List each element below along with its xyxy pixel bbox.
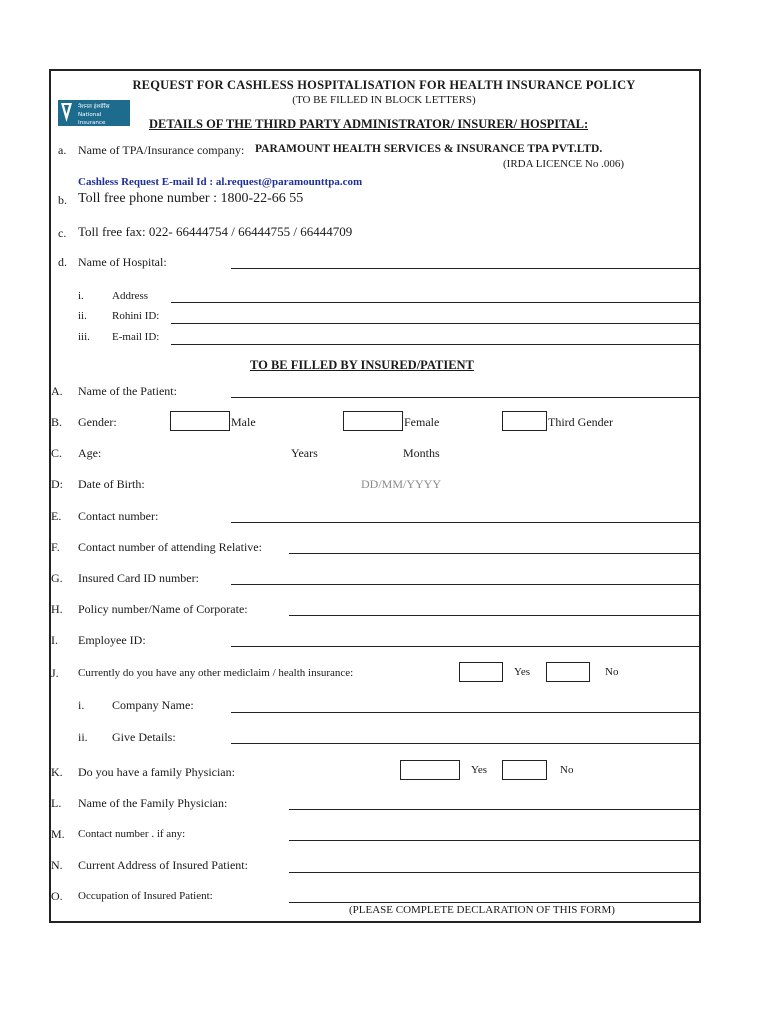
company-name-field[interactable] xyxy=(231,712,699,713)
contact-number-field[interactable] xyxy=(231,522,699,523)
form-subtitle: (TO BE FILLED IN BLOCK LETTERS) xyxy=(292,94,476,106)
gender-label: Gender: xyxy=(78,415,117,429)
rohini-marker: ii. xyxy=(78,310,87,322)
physician-name-label: Name of the Family Physician: xyxy=(78,796,228,810)
item-E-marker: E. xyxy=(51,509,62,523)
relative-contact-label: Contact number of attending Relative: xyxy=(78,540,262,554)
age-years-label: Years xyxy=(291,446,318,460)
item-L-marker: L. xyxy=(51,796,62,810)
item-F-marker: F. xyxy=(51,540,60,554)
gender-female-checkbox[interactable] xyxy=(343,411,403,431)
section-tpa-heading: DETAILS OF THE THIRD PARTY ADMINISTRATOR/ INSURER/ HOSPITAL: xyxy=(149,117,589,131)
physician-name-field[interactable] xyxy=(289,809,699,810)
hospital-email-label: E-mail ID: xyxy=(112,331,160,343)
other-insurance-no-checkbox[interactable] xyxy=(546,662,590,682)
gender-male-label: Male xyxy=(231,415,256,429)
address-field[interactable] xyxy=(171,302,699,303)
item-a-marker: a. xyxy=(58,143,67,157)
dob-field[interactable]: DD/MM/YYYY xyxy=(361,477,442,491)
insured-card-label: Insured Card ID number: xyxy=(78,571,199,585)
item-C-marker: C. xyxy=(51,446,63,460)
item-M-marker: M. xyxy=(51,827,65,841)
item-c-marker: c. xyxy=(58,226,67,240)
item-b-marker: b. xyxy=(58,193,67,207)
other-insurance-no-label: No xyxy=(605,666,619,678)
patient-name-field[interactable] xyxy=(231,397,699,398)
age-months-label: Months xyxy=(403,446,440,460)
contact-number-label: Contact number: xyxy=(78,509,159,523)
cashless-email[interactable]: Cashless Request E-mail Id : al.request@paramounttpa.com xyxy=(78,176,363,188)
form-title: REQUEST FOR CASHLESS HOSPITALISATION FOR HEALTH INSURANCE POLICY xyxy=(132,78,636,92)
item-d-marker: d. xyxy=(58,255,67,269)
other-insurance-label: Currently do you have any other mediclaim / health insurance: xyxy=(78,667,354,679)
company-name-marker: i. xyxy=(78,698,85,712)
hospital-name-field[interactable] xyxy=(231,268,699,269)
policy-number-field[interactable] xyxy=(289,615,699,616)
other-insurance-yes-label: Yes xyxy=(514,666,531,678)
tpa-name-label: Name of TPA/Insurance company: xyxy=(78,143,245,157)
item-J-marker: J. xyxy=(51,666,59,680)
tpa-name-value: PARAMOUNT HEALTH SERVICES & INSURANCE TPA PVT.LTD. xyxy=(255,143,603,155)
current-address-label: Current Address of Insured Patient: xyxy=(78,858,248,872)
family-physician-label: Do you have a family Physician: xyxy=(78,765,235,779)
physician-contact-label: Contact number . if any: xyxy=(78,828,186,840)
item-H-marker: H. xyxy=(51,602,63,616)
gender-male-checkbox[interactable] xyxy=(170,411,230,431)
item-B-marker: B. xyxy=(51,415,63,429)
national-insurance-logo xyxy=(58,100,130,126)
item-N-marker: N. xyxy=(51,858,63,872)
gender-third-label: Third Gender xyxy=(548,415,613,429)
item-G-marker: G. xyxy=(51,571,63,585)
relative-contact-field[interactable] xyxy=(289,553,699,554)
give-details-field[interactable] xyxy=(231,743,699,744)
physician-contact-field[interactable] xyxy=(289,840,699,841)
company-name-label: Company Name: xyxy=(112,698,194,712)
employee-id-field[interactable] xyxy=(231,646,699,647)
item-D-marker: D: xyxy=(51,477,63,491)
toll-free-phone: Toll free phone number : 1800-22-66 55 xyxy=(78,191,304,206)
logo-text-hindi: नेशनल इंश्योरेंस xyxy=(78,104,110,110)
dob-label: Date of Birth: xyxy=(78,477,145,491)
item-A-marker: A. xyxy=(51,384,63,398)
toll-free-fax: Toll free fax: 022- 66444754 / 66444755 / 66444709 xyxy=(78,224,353,239)
declaration-note: (PLEASE COMPLETE DECLARATION OF THIS FORM) xyxy=(349,904,615,916)
gender-female-label: Female xyxy=(404,415,440,429)
patient-name-label: Name of the Patient: xyxy=(78,384,177,398)
address-label: Address xyxy=(112,290,149,302)
employee-id-label: Employee ID: xyxy=(78,633,146,647)
section-patient-heading: TO BE FILLED BY INSURED/PATIENT xyxy=(250,358,474,372)
family-physician-no-checkbox[interactable] xyxy=(502,760,547,780)
insured-card-field[interactable] xyxy=(231,584,699,585)
logo-text-english: National Insurance xyxy=(78,112,106,126)
family-physician-yes-label: Yes xyxy=(471,764,488,776)
age-label: Age: xyxy=(78,446,102,460)
address-marker: i. xyxy=(78,290,84,302)
irda-licence: (IRDA LICENCE No .006) xyxy=(503,158,624,170)
item-K-marker: K. xyxy=(51,765,63,779)
give-details-label: Give Details: xyxy=(112,730,176,744)
gender-third-checkbox[interactable] xyxy=(502,411,547,431)
item-I-marker: I. xyxy=(51,633,58,647)
family-physician-no-label: No xyxy=(560,764,574,776)
give-details-marker: ii. xyxy=(78,730,88,744)
hospital-email-marker: iii. xyxy=(78,331,90,343)
policy-number-label: Policy number/Name of Corporate: xyxy=(78,602,248,616)
item-O-marker: O. xyxy=(51,889,63,903)
rohini-field[interactable] xyxy=(171,323,699,324)
current-address-field[interactable] xyxy=(289,872,699,873)
other-insurance-yes-checkbox[interactable] xyxy=(459,662,503,682)
occupation-field[interactable] xyxy=(289,902,699,903)
occupation-label: Occupation of Insured Patient: xyxy=(78,890,213,902)
hospital-name-label: Name of Hospital: xyxy=(78,255,167,269)
rohini-label: Rohini ID: xyxy=(112,310,160,322)
hospital-email-field[interactable] xyxy=(171,344,699,345)
family-physician-yes-checkbox[interactable] xyxy=(400,760,460,780)
